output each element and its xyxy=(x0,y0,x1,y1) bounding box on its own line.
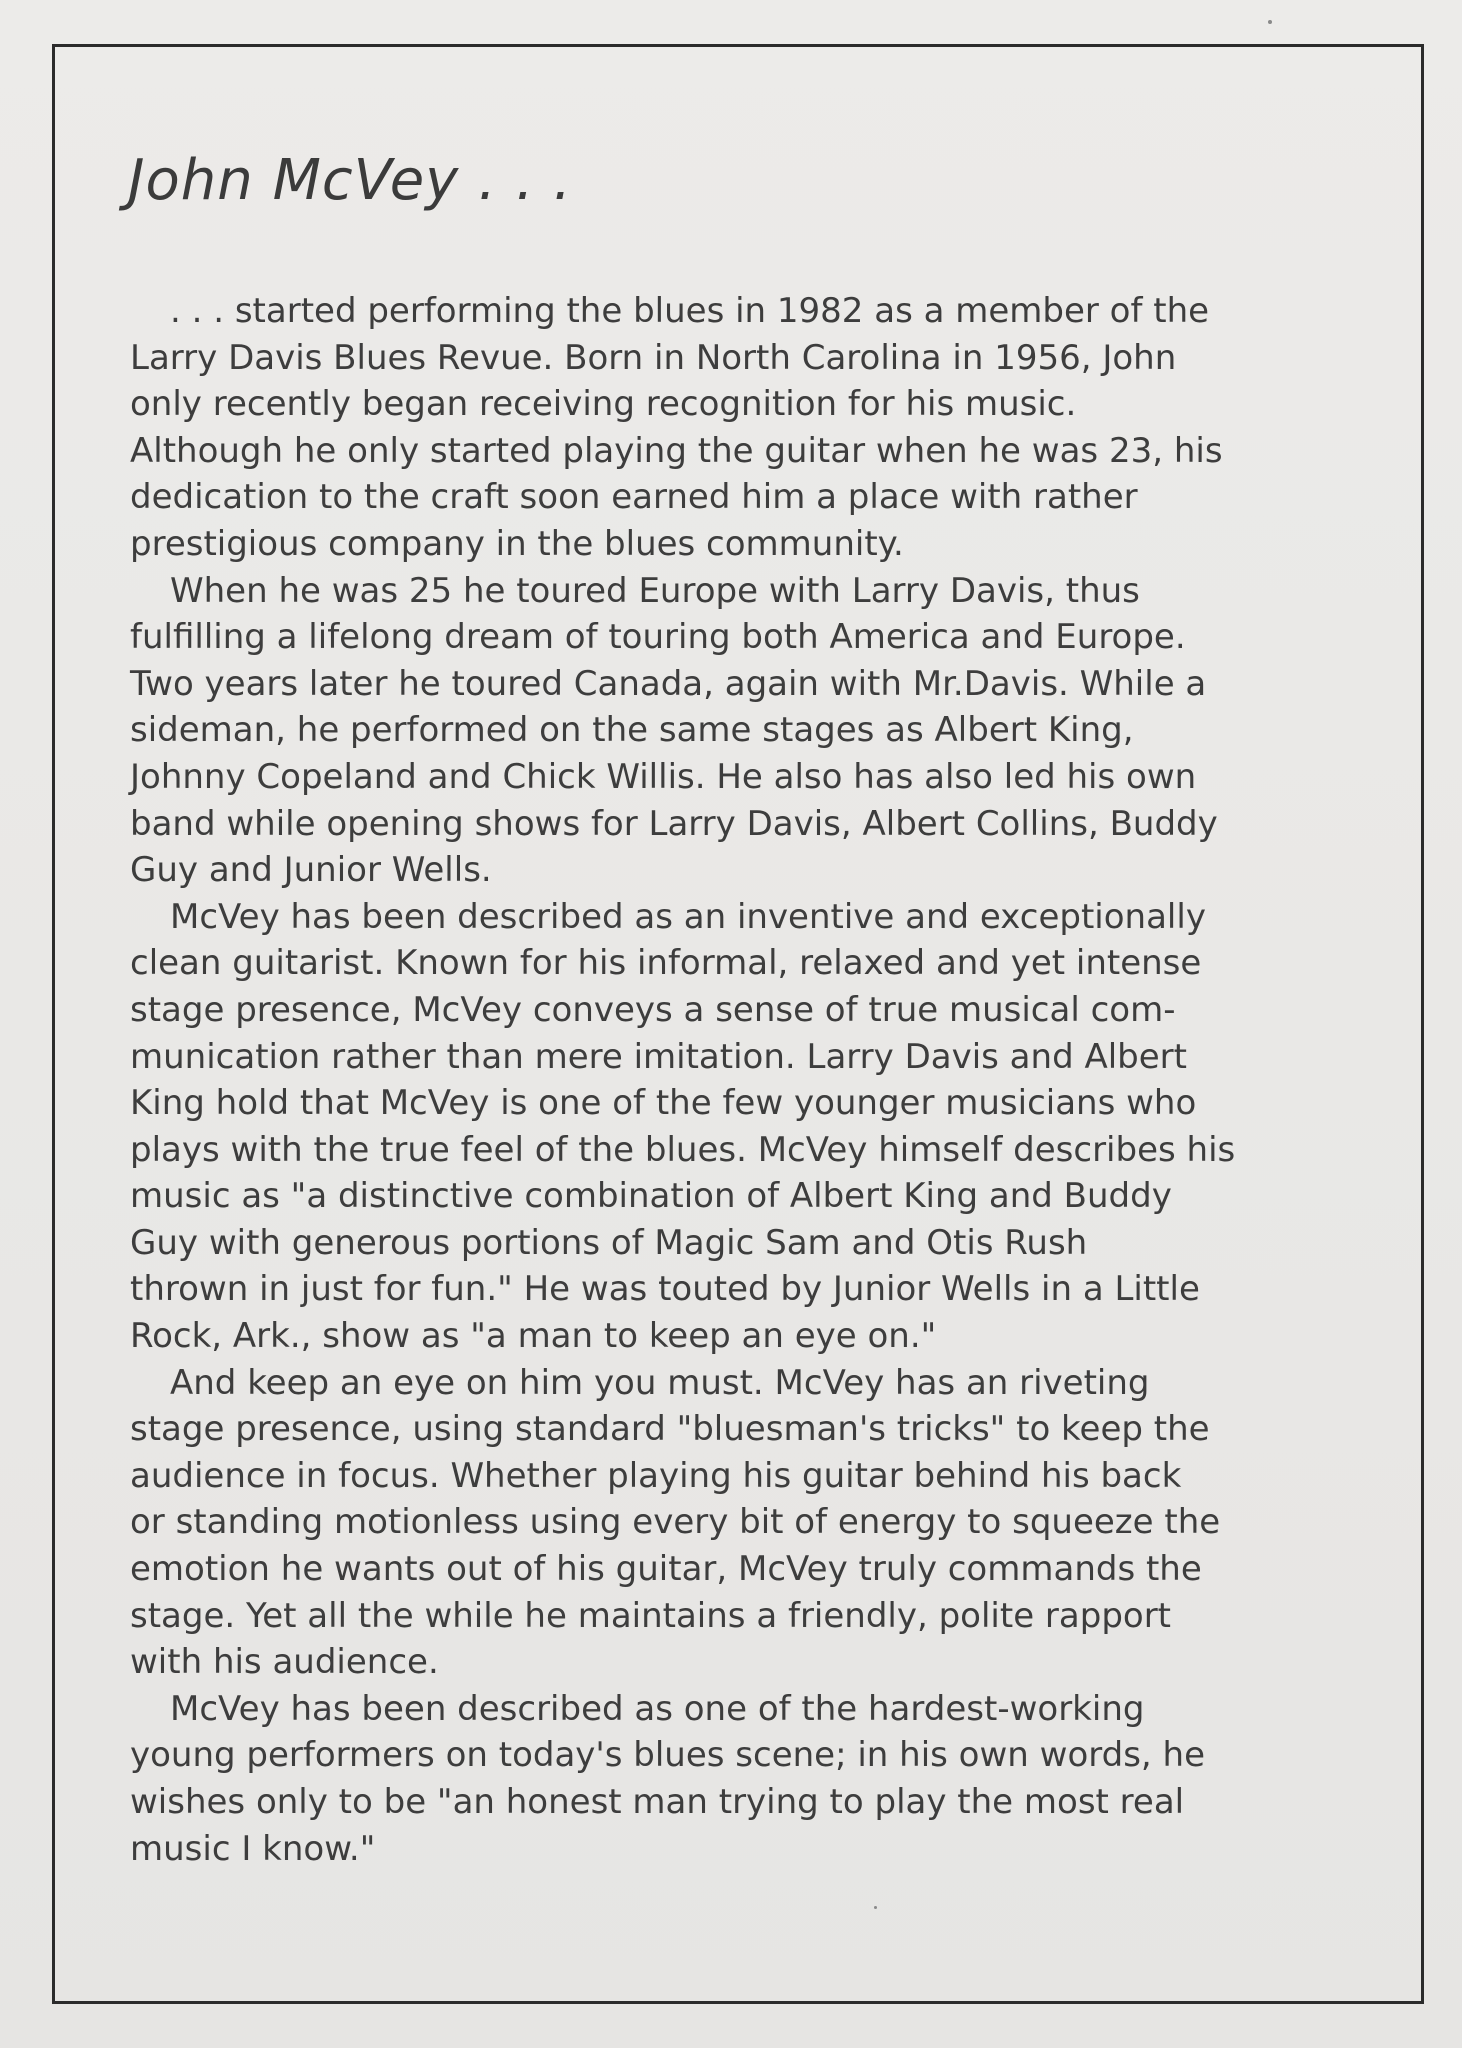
page-title: John McVey . . . xyxy=(128,148,573,213)
print-speck xyxy=(874,1906,877,1909)
text-line: with his audience. xyxy=(130,1642,439,1683)
paragraph-2 xyxy=(130,568,1320,894)
text-line: Two years later he toured Canada, again with Mr.Davis. While a xyxy=(130,663,1207,704)
text-line: fulfilling a lifelong dream of touring both America and Europe. xyxy=(130,617,1186,658)
paragraph-3 xyxy=(130,894,1320,1360)
text-line: clean guitarist. Known for his informal, relaxed and yet intense xyxy=(130,943,1202,984)
text-line: music as "a distinctive combination of Albert King and Buddy xyxy=(130,1176,1172,1217)
text-line: thrown in just for fun." He was touted by Junior Wells in a Little xyxy=(130,1269,1200,1310)
text-line: Although he only started playing the guitar when he was 23, his xyxy=(130,430,1223,471)
text-line: prestigious company in the blues community. xyxy=(130,523,904,564)
text-line: McVey has been described as one of the hardest-working xyxy=(170,1688,1145,1729)
article-body xyxy=(130,288,1320,1872)
text-line: only recently began receiving recognition for his music. xyxy=(130,384,1077,425)
paragraph-5 xyxy=(130,1686,1320,1872)
text-line: Larry Davis Blues Revue. Born in North Carolina in 1956, John xyxy=(130,337,1177,378)
text-line: emotion he wants out of his guitar, McVey truly commands the xyxy=(130,1549,1202,1590)
text-line: stage. Yet all the while he maintains a friendly, polite rapport xyxy=(130,1595,1172,1636)
text-line: King hold that McVey is one of the few younger musicians who xyxy=(130,1083,1197,1124)
text-line: music I know." xyxy=(130,1828,376,1869)
text-line: stage presence, using standard "bluesman's tricks" to keep the xyxy=(130,1409,1210,1450)
text-line: sideman, he performed on the same stages as Albert King, xyxy=(130,710,1134,751)
text-line: or standing motionless using every bit of energy to squeeze the xyxy=(130,1502,1221,1543)
text-line: wishes only to be "an honest man trying to play the most real xyxy=(130,1782,1185,1822)
text-line: Guy with generous portions of Magic Sam and Otis Rush xyxy=(130,1222,1088,1263)
text-line: . . . started performing the blues in 1982 as a member of the xyxy=(170,291,1210,331)
text-line: McVey has been described as an inventive and exceptionally xyxy=(170,896,1206,937)
text-line: band while opening shows for Larry Davis, Albert Collins, Buddy xyxy=(130,803,1218,844)
text-line: When he was 25 he toured Europe with Larry Davis, thus xyxy=(170,570,1140,611)
text-line: And keep an eye on him you must. McVey has an riveting xyxy=(170,1362,1150,1403)
text-line: munication rather than mere imitation. Larry Davis and Albert xyxy=(130,1036,1187,1077)
text-line: stage presence, McVey conveys a sense of true musical com- xyxy=(130,989,1176,1030)
text-line: Guy and Junior Wells. xyxy=(130,850,492,891)
text-line: Rock, Ark., show as "a man to keep an eye on." xyxy=(130,1316,937,1357)
paragraph-1 xyxy=(130,288,1320,568)
paragraph-4 xyxy=(130,1360,1320,1686)
text-line: young performers on today's blues scene; in his own words, he xyxy=(130,1735,1206,1776)
text-line: dedication to the craft soon earned him a place with rather xyxy=(130,477,1138,518)
text-line: audience in focus. Whether playing his guitar behind his back xyxy=(130,1455,1182,1496)
text-line: plays with the true feel of the blues. McVey himself describes his xyxy=(130,1129,1236,1170)
print-speck xyxy=(1268,20,1272,24)
text-line: Johnny Copeland and Chick Willis. He also has also led his own xyxy=(130,756,1197,797)
